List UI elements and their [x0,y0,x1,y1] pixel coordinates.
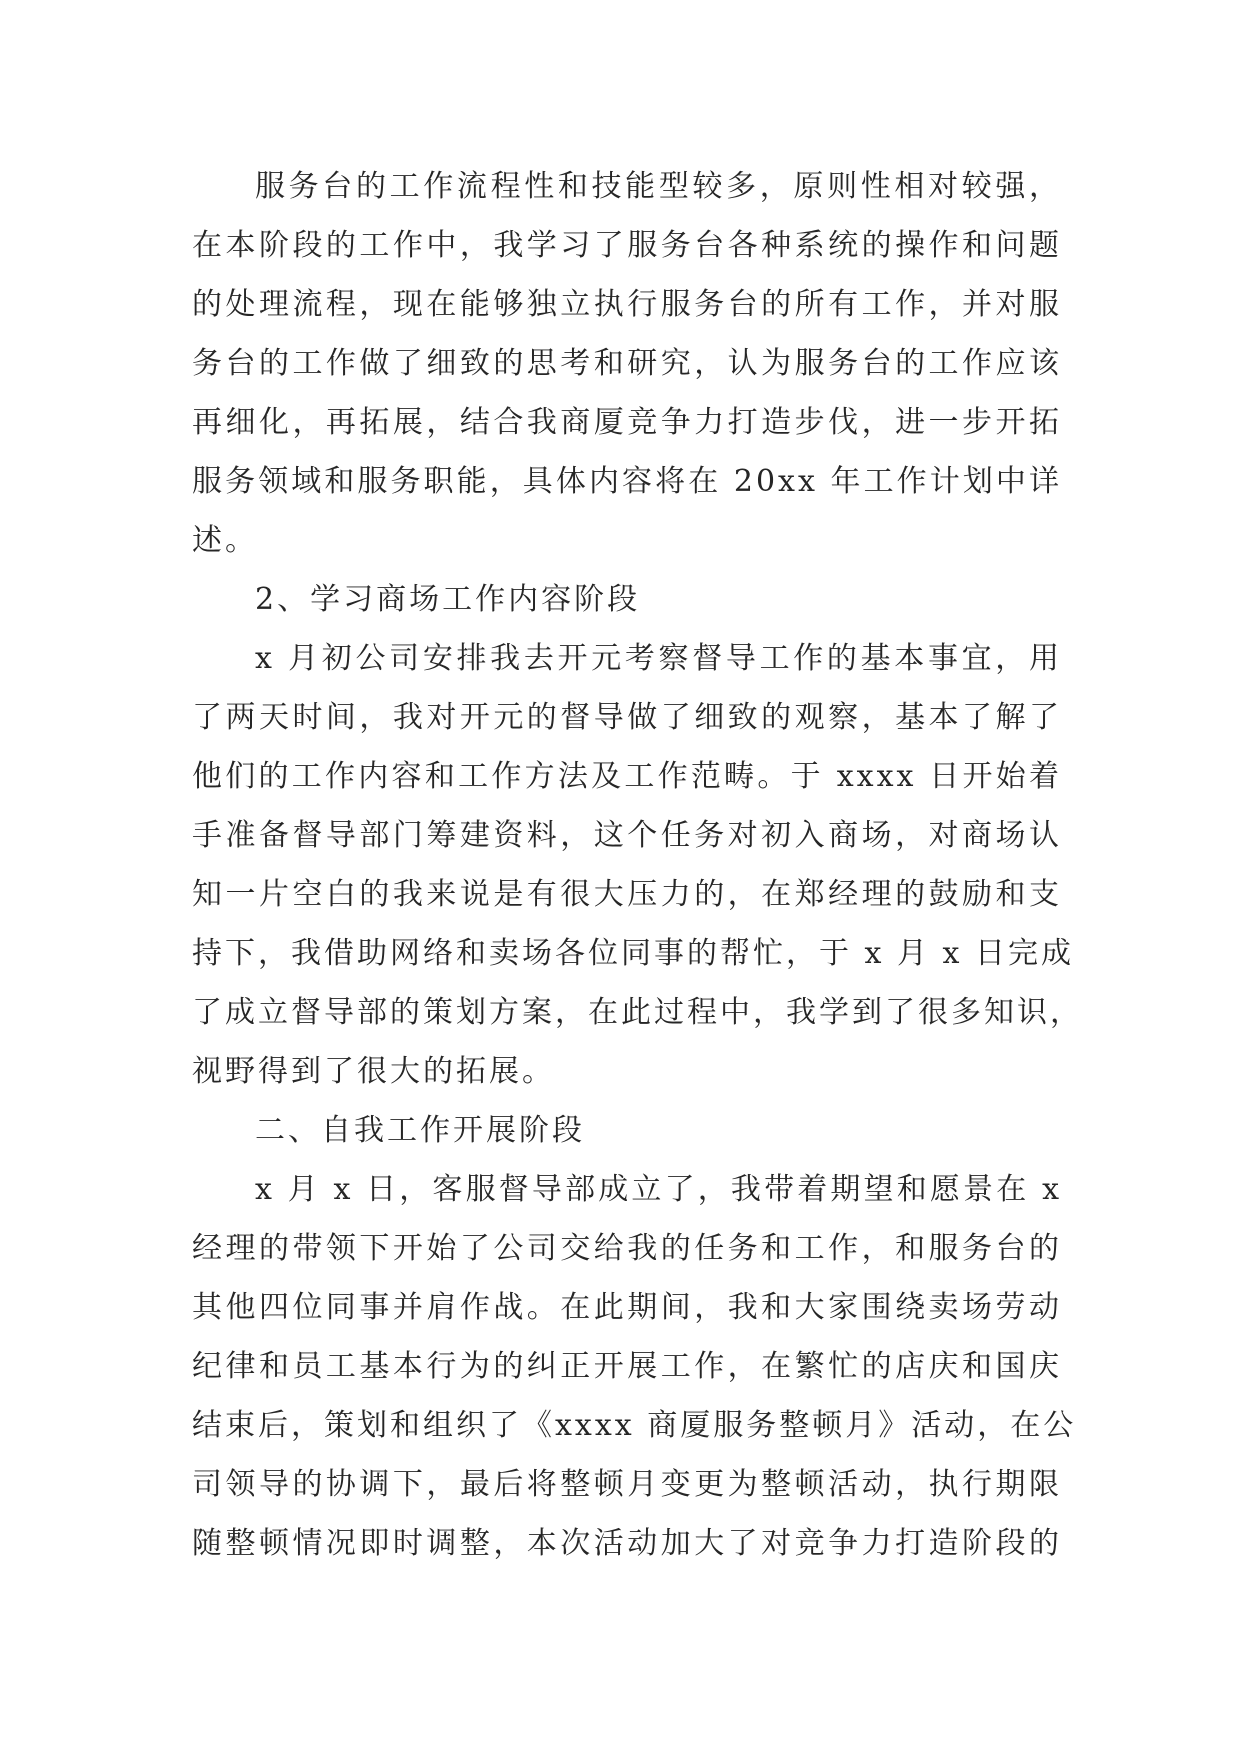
heading-text: 二、自我工作开展阶段 [255,1113,585,1148]
text-line: 的处理流程，现在能够独立执行服务台的所有工作，并对服 [192,287,1062,322]
text-line: 服务领域和服务职能，具体内容将在 20xx 年工作计划中详 [192,464,1062,499]
text-line: 司领导的协调下，最后将整顿月变更为整顿活动，执行期限 [192,1467,1062,1502]
text-line: 在本阶段的工作中，我学习了服务台各种系统的操作和问题 [192,228,1062,263]
document-body [192,157,1083,1573]
text-line: 再细化，再拓展，结合我商厦竞争力打造步伐，进一步开拓 [192,405,1062,440]
text-line: 了成立督导部的策划方案，在此过程中，我学到了很多知识， [192,995,1083,1030]
paragraph-service-desk [192,157,1062,570]
text-line: 知一片空白的我来说是有很大压力的，在郑经理的鼓励和支 [192,877,1062,912]
text-line: 手准备督导部门筹建资料，这个任务对初入商场，对商场认 [192,818,1062,853]
section-heading-self-work [192,1101,1062,1160]
text-line: 经理的带领下开始了公司交给我的任务和工作，和服务台的 [192,1231,1062,1266]
section-heading-study-mall [192,570,1062,629]
text-line: 视野得到了很大的拓展。 [192,1054,555,1089]
text-line: 了两天时间，我对开元的督导做了细致的观察，基本了解了 [192,700,1062,735]
text-line: 务台的工作做了细致的思考和研究，认为服务台的工作应该 [192,346,1062,381]
text-line: 随整顿情况即时调整，本次活动加大了对竞争力打造阶段的 [192,1526,1062,1561]
heading-text: 2、学习商场工作内容阶段 [255,582,641,617]
paragraph-self-work [192,1160,1077,1573]
text-line: 纪律和员工基本行为的纠正开展工作，在繁忙的店庆和国庆 [192,1349,1062,1384]
text-line: 他们的工作内容和工作方法及工作范畴。于 xxxx 日开始着 [192,759,1062,794]
text-line: 服务台的工作流程性和技能型较多，原则性相对较强， [255,169,1062,204]
text-line: x 月 x 日，客服督导部成立了，我带着期望和愿景在 x [255,1172,1062,1207]
text-line: 其他四位同事并肩作战。在此期间，我和大家围绕卖场劳动 [192,1290,1062,1325]
text-line: 持下，我借助网络和卖场各位同事的帮忙，于 x 月 x 日完成 [192,936,1074,971]
paragraph-study-mall [192,629,1083,1101]
text-line: 结束后，策划和组织了《xxxx 商厦服务整顿月》活动，在公 [192,1408,1077,1443]
text-line: x 月初公司安排我去开元考察督导工作的基本事宜，用 [255,641,1062,676]
text-line: 述。 [192,523,258,558]
